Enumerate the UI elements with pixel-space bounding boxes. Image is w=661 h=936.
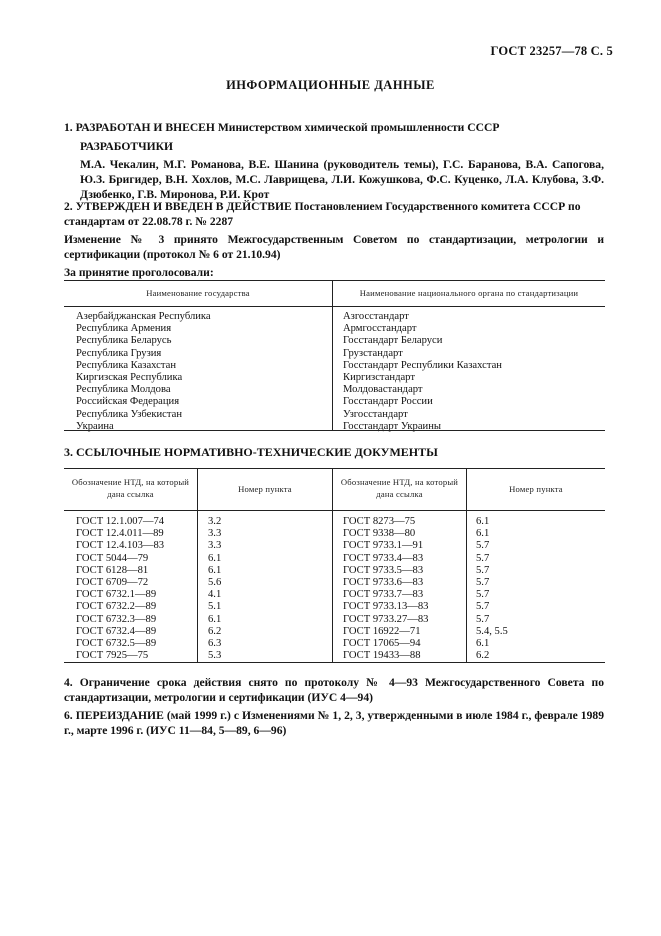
ref-item: 6.2 <box>208 625 222 637</box>
ref-doc: ГОСТ 9733.7—83 <box>343 589 424 601</box>
ref-item: 6.1 <box>208 552 222 564</box>
ref-doc: ГОСТ 9733.5—83 <box>343 564 424 576</box>
vote-body: Молдовастандарт <box>343 384 423 396</box>
vote-body: Киргизстандарт <box>343 372 415 384</box>
ref-item: 5.6 <box>208 577 222 589</box>
vote-states-column <box>76 311 211 433</box>
voted-label: За принятие проголосовали: <box>64 266 214 279</box>
section-4-term-limit: 4. Ограничение срока действия снято по протоколу № 4—93 Межгосударственного Совета по стандартизации, метрологии и сертификации (ИУС 4—94) <box>64 676 604 704</box>
ref-doc: ГОСТ 19433—88 <box>343 650 421 662</box>
ref-right-items <box>476 516 508 662</box>
vote-body: Госстандарт Республики Казахстан <box>343 359 502 371</box>
ref-item: 6.1 <box>208 564 222 576</box>
ref-doc: ГОСТ 9338—80 <box>343 528 416 540</box>
ref-item: 5.4, 5.5 <box>476 625 508 637</box>
vote-bodies-column <box>343 311 502 433</box>
section-1-developed-by: 1. РАЗРАБОТАН И ВНЕСЕН Министерством химической промышленности СССР <box>64 121 500 134</box>
ref-item: 4.1 <box>208 589 222 601</box>
ref-doc: ГОСТ 9733.13—83 <box>343 601 429 613</box>
ref-left-items <box>208 516 221 662</box>
ref-doc: ГОСТ 6732.4—89 <box>76 625 157 637</box>
ref-item: 5.7 <box>476 552 490 564</box>
ref-item: 3.3 <box>208 528 222 540</box>
ref-doc: ГОСТ 6732.3—89 <box>76 613 157 625</box>
ref-item: 5.1 <box>208 601 222 613</box>
vote-state: Республика Беларусь <box>76 335 172 347</box>
ref-doc: ГОСТ 12.4.011—89 <box>76 528 164 540</box>
vote-body: Армгосстандарт <box>343 323 417 335</box>
ref-header-doc-left: Обозначение НТД, на который дана ссылка <box>71 477 190 499</box>
vote-state: Российская Федерация <box>76 396 180 408</box>
ref-doc: ГОСТ 6709—72 <box>76 577 149 589</box>
vote-state: Азербайджанская Республика <box>76 311 211 322</box>
ref-doc: ГОСТ 12.1.007—74 <box>76 516 165 527</box>
ref-item: 6.1 <box>476 638 490 650</box>
ref-item: 5.7 <box>476 613 490 625</box>
vote-table-header-body: Наименование национального органа по стандартизации <box>359 288 579 298</box>
ref-header-item-left: Номер пункта <box>238 484 292 494</box>
ref-doc: ГОСТ 6128—81 <box>76 564 149 576</box>
ref-doc: ГОСТ 7925—75 <box>76 650 149 662</box>
ref-header-item-right: Номер пункта <box>509 484 563 494</box>
page-title: ИНФОРМАЦИОННЫЕ ДАННЫЕ <box>226 78 435 92</box>
ref-item: 6.1 <box>476 516 490 527</box>
ref-item: 3.3 <box>208 540 222 552</box>
developers-heading: РАЗРАБОТЧИКИ <box>80 140 174 153</box>
ref-doc: ГОСТ 9733.4—83 <box>343 552 424 564</box>
ref-item: 5.3 <box>208 650 222 662</box>
ref-item: 5.7 <box>476 540 490 552</box>
section-6-reissue: 6. ПЕРЕИЗДАНИЕ (май 1999 г.) с Изменениями № 1, 2, 3, утвержденными в июле 1984 г., феврале 1989 г., марте 1996 г. (ИУС 11—84, 5—89, 6—96) <box>64 709 604 737</box>
ref-item: 6.3 <box>208 638 222 650</box>
vote-body: Узгосстандарт <box>343 408 408 420</box>
ref-left-docs <box>76 516 164 662</box>
ref-doc: ГОСТ 17065—94 <box>343 638 421 650</box>
ref-header-doc-right: Обозначение НТД, на который дана ссылка <box>340 477 459 499</box>
ref-doc: ГОСТ 5044—79 <box>76 552 149 564</box>
ref-item: 6.2 <box>476 650 490 662</box>
vote-table-header-state: Наименование государства <box>146 288 250 298</box>
ref-item: 6.1 <box>476 528 490 540</box>
vote-body: Грузстандарт <box>343 347 403 359</box>
page-header: ГОСТ 23257—78 С. 5 <box>490 44 613 58</box>
vote-body: Госстандарт Беларуси <box>343 335 443 347</box>
ref-doc: ГОСТ 12.4.103—83 <box>76 540 165 552</box>
ref-doc: ГОСТ 8273—75 <box>343 516 416 527</box>
section-2-approved: 2. УТВЕРЖДЕН И ВВЕДЕН В ДЕЙСТВИЕ Постановлением Государственного комитета СССР по стандартам от 22.08.78 г. № 2287 <box>64 200 581 228</box>
change-note: Изменение № 3 принято Межгосударственным Советом по стандартизации, метрологии и сертификации (протокол № 6 от 21.10.94) <box>64 233 604 261</box>
vote-state: Киргизская Республика <box>76 372 183 384</box>
vote-body: Госстандарт Украины <box>343 420 441 432</box>
ref-doc: ГОСТ 6732.2—89 <box>76 601 157 613</box>
ref-item: 5.7 <box>476 577 490 589</box>
ref-doc: ГОСТ 6732.5—89 <box>76 638 157 650</box>
vote-state: Республика Молдова <box>76 384 171 396</box>
ref-item: 3.2 <box>208 516 222 527</box>
ref-doc: ГОСТ 6732.1—89 <box>76 589 157 601</box>
ref-item: 5.7 <box>476 601 490 613</box>
vote-state: Республика Грузия <box>76 347 162 359</box>
ref-doc: ГОСТ 16922—71 <box>343 625 421 637</box>
vote-body: Азгосстандарт <box>343 311 409 322</box>
vote-state: Республика Казахстан <box>76 359 177 371</box>
ref-item: 6.1 <box>208 613 222 625</box>
ref-right-docs <box>343 516 428 662</box>
ref-doc: ГОСТ 9733.27—83 <box>343 613 429 625</box>
ref-doc: ГОСТ 9733.1—91 <box>343 540 424 552</box>
vote-body: Госстандарт России <box>343 396 433 408</box>
vote-state: Республика Узбекистан <box>76 408 183 420</box>
vote-state: Украина <box>76 420 114 432</box>
ref-item: 5.7 <box>476 589 490 601</box>
developers-names: М.А. Чекалин, М.Г. Романова, В.Е. Шанина (руководитель темы), Г.С. Баранова, В.А. Сапогова, Ю.З. Бригидер, В.Н. Хохлов, М.С. Лаврищева, Л.И. Кожушкова, Ф.С. Куценко, Л.А. Клубова, З.Ф. Дзюбенко, Г.В. Миронова, Р.И. Крот <box>80 158 604 201</box>
ref-doc: ГОСТ 9733.6—83 <box>343 577 424 589</box>
vote-state: Республика Армения <box>76 323 172 335</box>
section-3-title: 3. ССЫЛОЧНЫЕ НОРМАТИВНО-ТЕХНИЧЕСКИЕ ДОКУМЕНТЫ <box>64 445 438 459</box>
ref-item: 5.7 <box>476 564 490 576</box>
